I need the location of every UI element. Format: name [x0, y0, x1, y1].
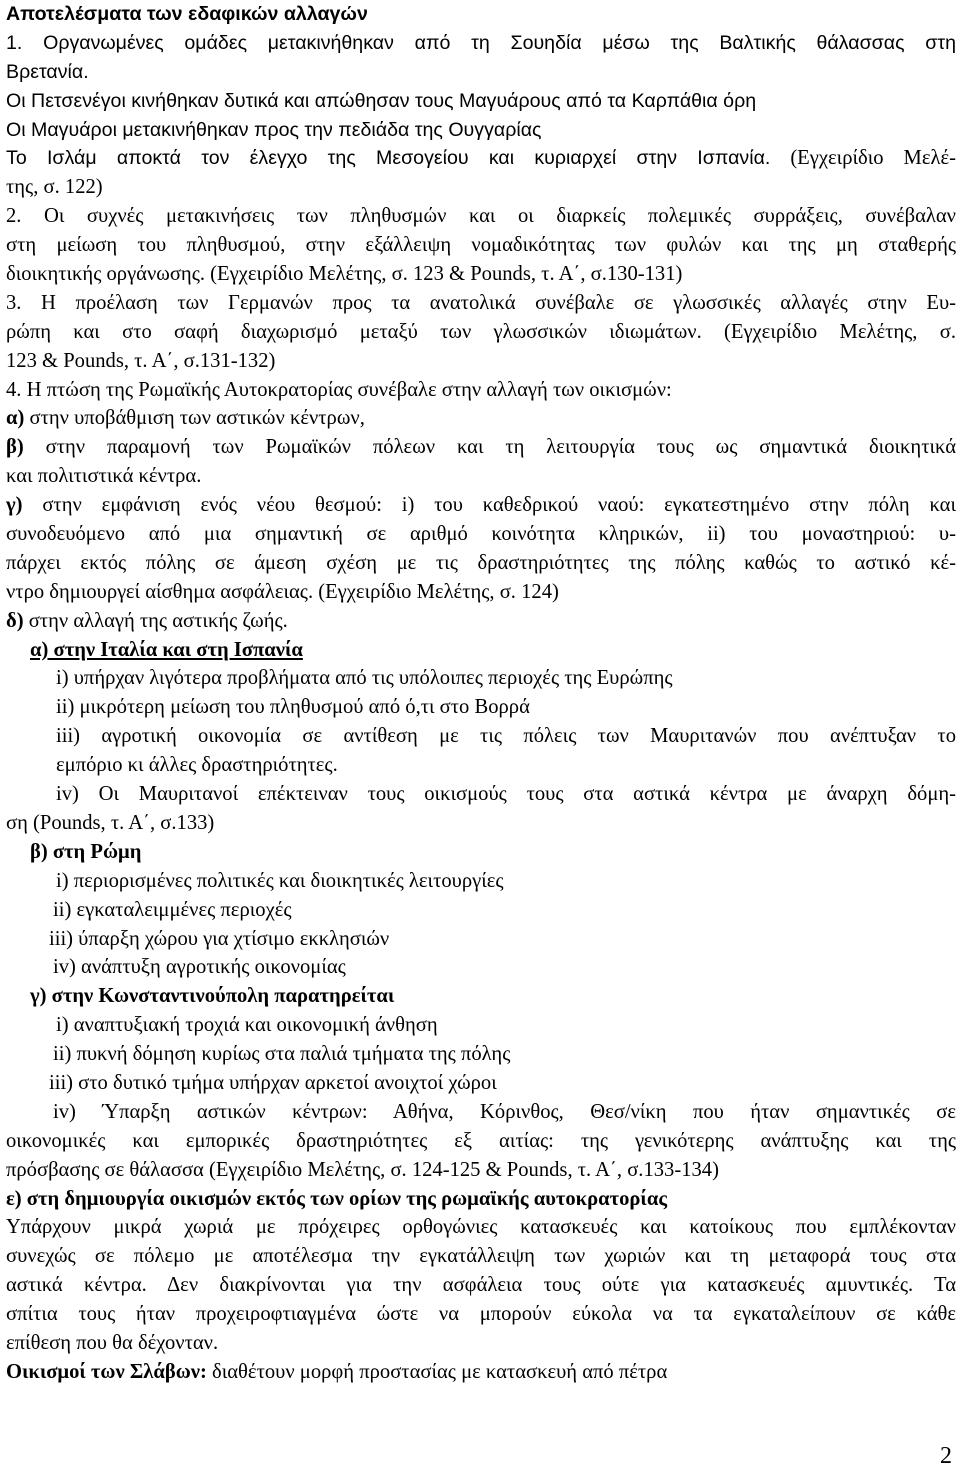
subsection-heading: α) στην Ιταλία και στη Ισπανία: [30, 638, 303, 661]
text-line: και πολιτιστικά κέντρα.: [6, 465, 202, 488]
subsection-heading: ε) στη δημιουργία οικισμών εκτός των ορίων της ρωμαϊκής αυτοκρατορίας: [6, 1187, 668, 1210]
list-item: οικονομικές και εμπορικές δραστηριότητες εξ αιτίας: της γενικότερης ανάπτυξης και της: [6, 1129, 956, 1152]
text-line: σπίτια τους ήταν προχειροφτιαγμένα ώστε να μπορούν εύκολα να τα εγκαταλείπουν σε κάθε: [6, 1303, 956, 1326]
list-item: ii) πυκνή δόμηση κυρίως στα παλιά τμήματα της πόλης: [53, 1043, 511, 1066]
text-line: αστικά κέντρα. Δεν διακρίνονται για την ασφάλεια τους ούτε για κατασκευές αμυντικές. Τα: [6, 1274, 956, 1297]
list-item: iv) ανάπτυξη αγροτικής οικονομίας: [53, 956, 346, 979]
text-line: Υπάρχουν μικρά χωριά με πρόχειρες ορθογώνιες κατασκευές και κατοίκους που εμπλέκονταν: [6, 1216, 956, 1239]
subsection-heading: γ) στην Κωνσταντινούπολη παρατηρείται: [30, 985, 395, 1008]
list-item: ii) μικρότερη μείωση του πληθυσμού από ό,τι στο Βορρά: [56, 696, 530, 719]
text-line: διοικητικής οργάνωσης. (Εγχειρίδιο Μελέτης, σ. 123 & Pounds, τ. Α΄, σ.130-131): [6, 263, 683, 286]
text-line: Οι Μαγυάροι μετακινήθηκαν προς την πεδιάδα της Ουγγαρίας: [6, 118, 542, 141]
text-line: 1. Οργανωμένες ομάδες μετακινήθηκαν από τη Σουηδία μέσω της Βαλτικής θάλασσας στη: [6, 31, 956, 54]
item-text: στην παραμονή των Ρωμαϊκών πόλεων και τη λειτουργία τους ως σημαντικά διοικητικά: [23, 436, 956, 459]
slav-label: Οικισμοί των Σλάβων:: [6, 1360, 207, 1383]
text-line: ρώπη και στο σαφή διαχωρισμό μεταξύ των γλωσσικών ιδιωμάτων. (Εγχειρίδιο Μελέτης, σ.: [6, 320, 956, 343]
list-item: iii) ύπαρξη χώρου για χτίσιμο εκκλησιών: [49, 927, 390, 950]
text-line: [6, 607, 956, 636]
text-line: Βρετανία.: [6, 60, 89, 83]
list-item: i) περιορισμένες πολιτικές και διοικητικές λειτουργίες: [56, 869, 504, 892]
list-item: πρόσβασης σε θάλασσα (Εγχειρίδιο Μελέτης, σ. 124-125 & Pounds, τ. Α΄, σ.133-134): [6, 1158, 719, 1181]
document-page: [6, 0, 956, 1387]
list-item: iii) αγροτική οικονομία σε αντίθεση με τις πόλεις των Μαυριτανών που ανέπτυξαν το: [56, 725, 956, 748]
text-line: συνοδευόμενο από μια σημαντική σε αριθμό κοινότητα κληρικών, ii) του μοναστηριού: υ-: [6, 523, 956, 546]
list-item: iv) Ύπαρξη αστικών κέντρων: Αθήνα, Κόρινθος, Θεσ/νίκη που ήταν σημαντικές σε: [53, 1100, 956, 1123]
item-label: δ): [6, 609, 24, 632]
text-line: 123 & Pounds, τ. Α΄, σ.131-132): [6, 349, 276, 372]
islam-text: Το Ισλάμ αποκτά τον έλεγχο της Μεσογείου και κυριαρχεί στην Ισπανία.: [6, 147, 771, 170]
item-text: στην εμφάνιση ενός νέου θεσμού: i) του καθεδρικού ναού: εγκατεστημένο στην πόλη και: [22, 494, 956, 517]
text-line: [6, 144, 956, 173]
item-label: β): [6, 436, 24, 459]
list-item: iv) Οι Μαυριτανοί επέκτειναν τους οικισμούς τους στα αστικά κέντρα με άναρχη δόμη-: [56, 783, 956, 806]
item-text: στην υποβάθμιση των αστικών κέντρων,: [24, 407, 365, 430]
subsection-heading: β) στη Ρώμη: [30, 840, 142, 863]
text-line: [6, 404, 956, 433]
list-item: iii) στο δυτικό τμήμα υπήρχαν αρκετοί ανοιχτοί χώροι: [49, 1071, 497, 1094]
item-text: στην αλλαγή της αστικής ζωής.: [23, 609, 288, 632]
text-line: ντρο δημιουργεί αίσθημα ασφάλειας. (Εγχειρίδιο Μελέτης, σ. 124): [6, 580, 559, 603]
text-line: [6, 433, 956, 462]
list-item: i) υπήρχαν λιγότερα προβλήματα από τις υπόλοιπες περιοχές της Ευρώπης: [56, 667, 673, 690]
islam-ref: (Εγχειρίδιο Μελέ-: [770, 147, 956, 170]
text-line: 4. Η πτώση της Ρωμαϊκής Αυτοκρατορίας συνέβαλε στην αλλαγή των οικισμών:: [6, 378, 672, 401]
text-line: [6, 491, 956, 520]
slav-text: διαθέτουν μορφή προστασίας με κατασκευή από πέτρα: [206, 1360, 668, 1383]
text-line: 2. Οι συχνές μετακινήσεις των πληθυσμών και οι διαρκείς πολεμικές συρράξεις, συνέβαλαν: [6, 205, 956, 228]
text-line: στη μείωση του πληθυσμού, στην εξάλλειψη νομαδικότητας των φυλών και της μη σταθερής: [6, 234, 956, 257]
item-label: α): [6, 407, 25, 430]
section-title: Αποτελέσματα των εδαφικών αλλαγών: [6, 3, 368, 25]
list-item: i) αναπτυξιακή τροχιά και οικονομική άνθηση: [56, 1014, 438, 1037]
text-line: συνεχώς σε πόλεμο με αποτέλεσμα την εγκατάλλειψη των χωριών και τη μεταφορά τους στα: [6, 1245, 956, 1268]
text-line: της, σ. 122): [6, 176, 103, 199]
text-line: 3. Η προέλαση των Γερμανών προς τα ανατολικά συνέβαλε σε γλωσσικές αλλαγές στην Ευ-: [6, 291, 956, 314]
text-line: [6, 1358, 956, 1387]
list-item: ση (Pounds, τ. Α΄, σ.133): [6, 811, 215, 834]
list-item: εμπόριο κι άλλες δραστηριότητες.: [56, 754, 338, 777]
text-line: επίθεση που θα δέχονταν.: [6, 1331, 219, 1354]
text-line: Οι Πετσενέγοι κινήθηκαν δυτικά και απώθησαν τους Μαγυάρους από τα Καρπάθια όρη: [6, 89, 757, 112]
list-item: ii) εγκαταλειμμένες περιοχές: [53, 898, 292, 921]
page-number: 2: [940, 1443, 952, 1469]
item-label: γ): [6, 494, 23, 517]
text-line: πάρχει εκτός πόλης σε άμεση σχέση με τις δραστηριότητες της πόλης καθώς το αστικό κέ-: [6, 551, 956, 574]
